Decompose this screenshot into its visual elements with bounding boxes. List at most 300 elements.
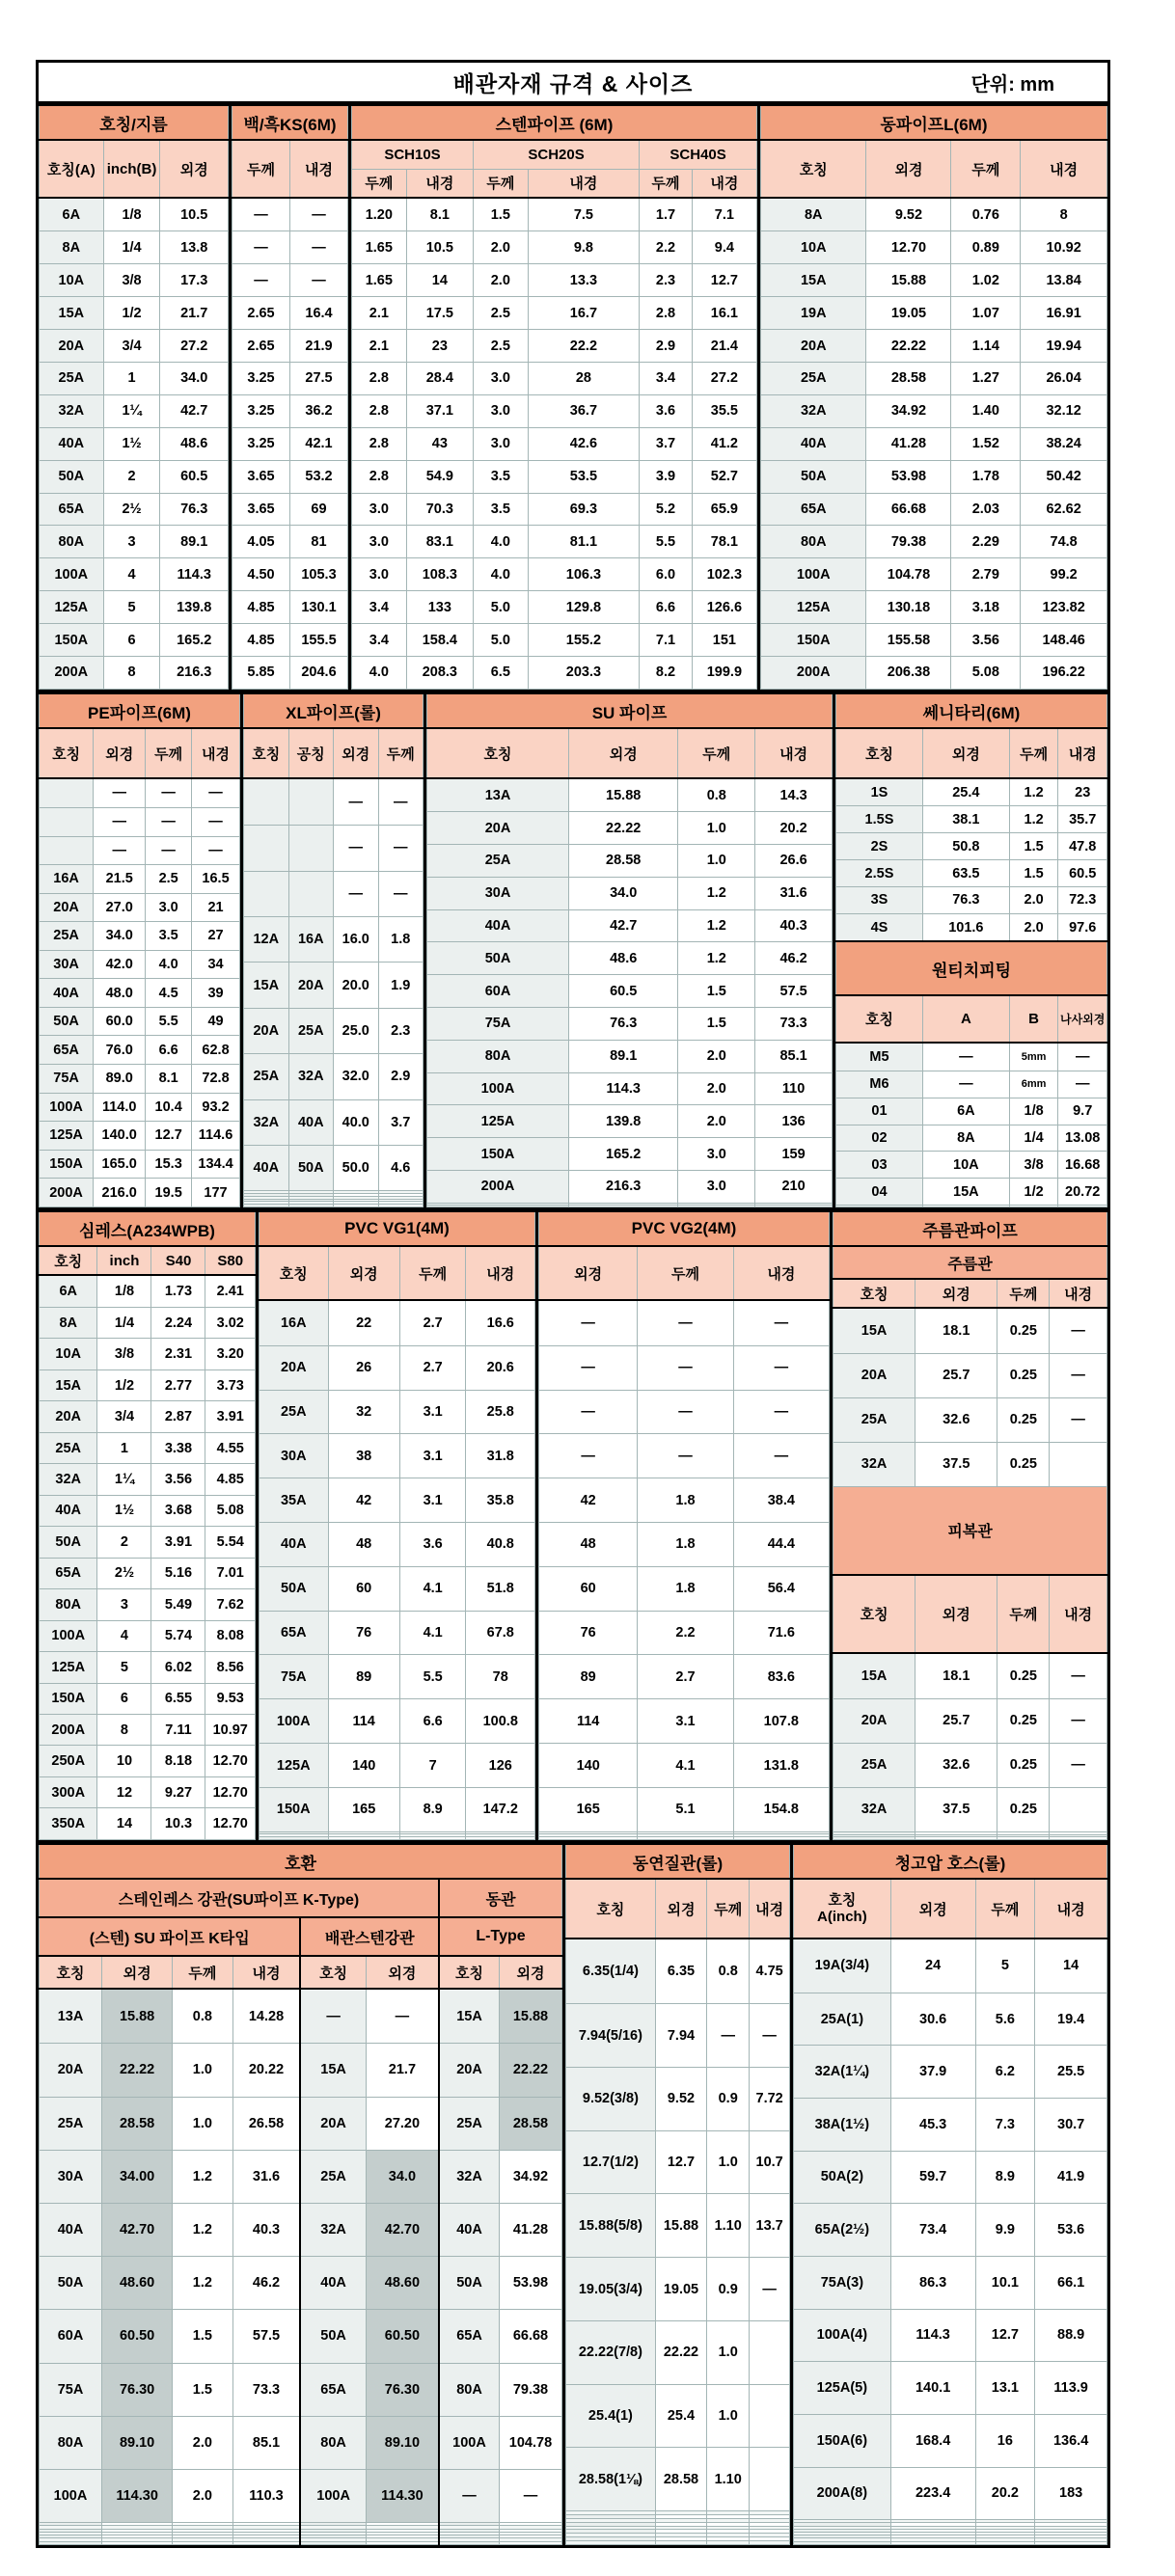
- column-header: 외경: [655, 1879, 706, 1939]
- cell: 13.7: [750, 2194, 790, 2258]
- cell: 80A: [427, 1040, 569, 1072]
- column-header: 내경: [1035, 1879, 1107, 1939]
- cell: 19.05: [655, 2258, 706, 2321]
- cell: 20.6: [466, 1345, 535, 1390]
- cell: 39: [192, 979, 240, 1008]
- table-row: [836, 778, 1107, 806]
- cell: 59.7: [890, 2151, 975, 2204]
- table-row: [40, 231, 229, 264]
- table-row: [260, 1744, 535, 1788]
- cell: 27.0: [94, 893, 146, 922]
- table-row: [40, 2150, 562, 2203]
- table-row: [40, 526, 229, 558]
- cell: 2.1: [352, 330, 407, 363]
- cell: 80A: [300, 2416, 366, 2469]
- cell: 100A: [300, 2469, 366, 2522]
- cell: 50A: [439, 2257, 499, 2310]
- cell: —: [232, 198, 290, 231]
- cell: 1/2: [1009, 1179, 1058, 1206]
- cell: —: [334, 826, 379, 871]
- section-seamless: [39, 1210, 259, 1840]
- cell: 16.91: [1021, 297, 1107, 330]
- cell: 3.18: [951, 591, 1021, 624]
- cell: [288, 778, 334, 826]
- cell: 140.1: [890, 2362, 975, 2415]
- column-header: 외경: [569, 728, 678, 778]
- section-header: 동연질관(롤): [566, 1844, 790, 1879]
- table-row: [833, 1442, 1107, 1486]
- cell: —: [539, 1300, 638, 1345]
- cell: 42.6: [528, 427, 640, 460]
- cell: 2.0: [173, 2416, 232, 2469]
- table-row: [244, 1145, 424, 1190]
- column-header: 두께: [473, 169, 528, 198]
- table-row: [40, 1339, 256, 1369]
- column-header: inch(B): [103, 140, 160, 198]
- cell: 104.78: [866, 558, 951, 591]
- cell: 125A(5): [794, 2362, 891, 2415]
- band-pvc-seamless: [39, 1207, 1107, 1840]
- cell: 25A: [288, 1008, 334, 1053]
- table-row: [232, 264, 348, 297]
- cell: —: [922, 1071, 1009, 1098]
- cell: 81.1: [528, 526, 640, 558]
- cell: 48.60: [102, 2257, 173, 2310]
- table-row: [40, 1307, 256, 1338]
- cell: —: [1050, 1653, 1107, 1698]
- cell: 20A: [300, 2097, 366, 2150]
- table-row: [352, 558, 757, 591]
- cell: 76.3: [569, 1008, 678, 1041]
- cell: 79.38: [499, 2363, 561, 2416]
- cell: 0.25: [997, 1397, 1050, 1442]
- table-row: [539, 1837, 830, 1840]
- cell: 165: [539, 1787, 638, 1831]
- cell: 65A(2½): [794, 2204, 891, 2257]
- cell: 10.92: [1021, 231, 1107, 264]
- cell: 3.56: [151, 1464, 205, 1495]
- cell: 42.7: [160, 394, 229, 427]
- cell: 4.85: [205, 1464, 256, 1495]
- cell: 48: [539, 1522, 638, 1566]
- cell: 1.10: [707, 2194, 750, 2258]
- cell: 25A: [244, 1054, 289, 1099]
- cell: 20A: [40, 330, 104, 363]
- cell: 165.2: [160, 624, 229, 657]
- table-row: [352, 264, 757, 297]
- cell: —: [378, 826, 424, 871]
- cell: 30.7: [1035, 2099, 1107, 2152]
- table-row: [539, 1655, 830, 1699]
- cell: 1.5: [1009, 833, 1058, 860]
- cell: 5mm: [1009, 1043, 1058, 1071]
- table-row: [794, 2204, 1107, 2257]
- cell: [260, 1837, 329, 1840]
- cell: 3.1: [399, 1434, 466, 1478]
- cell: 1.07: [951, 297, 1021, 330]
- cell: 81: [290, 526, 348, 558]
- column-header: 호칭: [40, 1246, 97, 1275]
- cell: 10.5: [406, 231, 473, 264]
- cell: 2.5: [473, 330, 528, 363]
- cell: 4: [103, 558, 160, 591]
- cell: 70.3: [406, 493, 473, 526]
- cell: 7: [399, 1744, 466, 1788]
- table-row: [352, 198, 757, 231]
- table-row: [244, 778, 424, 826]
- table-row: [761, 558, 1107, 591]
- column-header: 외경: [866, 140, 951, 198]
- table-copper-pipe: [760, 104, 1107, 690]
- cell: [244, 778, 289, 826]
- cell: 34.92: [866, 394, 951, 427]
- cell: 7.1: [640, 624, 693, 657]
- column-header: 호칭: [836, 995, 923, 1043]
- cell: 13.1: [975, 2362, 1035, 2415]
- table-row: [761, 460, 1107, 493]
- cell: 2.2: [638, 1611, 733, 1655]
- table-row: [794, 1939, 1107, 1993]
- cell: [232, 2541, 300, 2544]
- table-row: [40, 460, 229, 493]
- cell: 5.5: [146, 1007, 192, 1036]
- cell: [750, 2384, 790, 2448]
- cell: 20A: [40, 2044, 102, 2097]
- cell: 1: [97, 1432, 151, 1463]
- cell: 1.5: [1009, 860, 1058, 887]
- cell: 1/8: [97, 1275, 151, 1307]
- column-header: 두께: [638, 1246, 733, 1300]
- table-row: [40, 1620, 256, 1651]
- cell: 14: [406, 264, 473, 297]
- cell: 7.5: [528, 198, 640, 231]
- cell: 71.6: [733, 1611, 829, 1655]
- cell: 3.4: [352, 624, 407, 657]
- cell: 1.65: [352, 231, 407, 264]
- cell: 25.7: [915, 1353, 997, 1397]
- cell: 3.65: [232, 460, 290, 493]
- cell: 125A: [40, 1122, 94, 1151]
- cell: 73.3: [755, 1008, 833, 1041]
- cell: 25A(1): [794, 1993, 891, 2046]
- cell: 134.4: [192, 1150, 240, 1179]
- cell: 140.0: [94, 1122, 146, 1151]
- cell: 2.0: [473, 231, 528, 264]
- cell: 3.02: [205, 1307, 256, 1338]
- cell: 21.5: [94, 865, 146, 894]
- cell: 2.2: [640, 231, 693, 264]
- table-row: [260, 1434, 535, 1478]
- cell: 34.0: [366, 2150, 439, 2203]
- cell: 1.2: [1009, 778, 1058, 806]
- cell: 23: [406, 330, 473, 363]
- table-row: [539, 1478, 830, 1523]
- cell: 02: [836, 1125, 923, 1152]
- cell: 104.78: [499, 2416, 561, 2469]
- cell: 3.7: [378, 1099, 424, 1145]
- cell: 8: [1021, 198, 1107, 231]
- cell: 15A: [922, 1179, 1009, 1206]
- cell: [750, 2320, 790, 2384]
- cell: 16A: [260, 1300, 329, 1345]
- cell: 3.0: [352, 493, 407, 526]
- table-row: [836, 1179, 1107, 1206]
- cell: 114: [328, 1699, 399, 1744]
- cell: 204.6: [290, 656, 348, 689]
- cell: 155.5: [290, 624, 348, 657]
- cell: 3.1: [399, 1390, 466, 1434]
- cell: 85.1: [232, 2416, 300, 2469]
- cell: 32A: [40, 394, 104, 427]
- table-row: [232, 624, 348, 657]
- column-header: 외경: [366, 1956, 439, 1989]
- cell: 41.2: [692, 427, 756, 460]
- cell: 42.7: [569, 909, 678, 942]
- cell: 53.5: [528, 460, 640, 493]
- table-row: [40, 1715, 256, 1746]
- cell: —: [638, 1300, 733, 1345]
- table-row: [40, 2469, 562, 2522]
- cell: 3.91: [205, 1401, 256, 1432]
- table-row: [427, 1205, 833, 1207]
- cell: 25.7: [915, 1699, 997, 1744]
- cell: —: [733, 1345, 829, 1390]
- cell: 165: [328, 1787, 399, 1831]
- cell: 206.38: [866, 656, 951, 689]
- cell: 1.2: [173, 2203, 232, 2256]
- table-row: [260, 1300, 535, 1345]
- cell: 3.68: [151, 1495, 205, 1526]
- cell: 8.56: [205, 1652, 256, 1683]
- cell: 04: [836, 1179, 923, 1206]
- table-row: [833, 1743, 1107, 1787]
- cell: 2.5: [146, 865, 192, 894]
- cell: 3.6: [640, 394, 693, 427]
- table-row: [833, 1699, 1107, 1744]
- cell: 80A: [40, 1589, 97, 1620]
- cell: 6A: [40, 1275, 97, 1307]
- table-seamless: [39, 1210, 256, 1840]
- table-row: [761, 394, 1107, 427]
- cell: 37.9: [890, 2046, 975, 2099]
- section-pvc-vg1: [259, 1210, 538, 1840]
- cell: 50A: [260, 1566, 329, 1611]
- column-header: 내경: [1021, 140, 1107, 198]
- cell: 60.5: [160, 460, 229, 493]
- cell: 1/4: [103, 231, 160, 264]
- table-row: [40, 1746, 256, 1776]
- cell: 65A: [300, 2363, 366, 2416]
- cell: 17.3: [160, 264, 229, 297]
- table-row: [761, 624, 1107, 657]
- cell: 210: [755, 1171, 833, 1204]
- cell: 0.9: [707, 2258, 750, 2321]
- table-row: [836, 1071, 1107, 1098]
- cell: 177: [192, 1179, 240, 1207]
- subsection-header: 스테인레스 강관(SU파이프 K-Type): [40, 1879, 440, 1917]
- column-header: 외경: [328, 1246, 399, 1300]
- cell: 75A: [40, 1065, 94, 1094]
- cell: 20A: [833, 1699, 915, 1744]
- cell: 3.1: [399, 1478, 466, 1523]
- cell: 3.5: [473, 493, 528, 526]
- cell: 2.8: [352, 394, 407, 427]
- cell: 13.84: [1021, 264, 1107, 297]
- cell: 2.0: [1009, 913, 1058, 941]
- section-soft-copper: [565, 1843, 793, 2545]
- cell: 100A: [40, 2469, 102, 2522]
- cell: 76.30: [102, 2363, 173, 2416]
- cell: 20A: [288, 963, 334, 1008]
- column-header: 호칭: [300, 1956, 366, 1989]
- cell: 4.85: [232, 591, 290, 624]
- cell: 14: [1035, 1939, 1107, 1993]
- section-high-pressure-hose: [793, 1843, 1107, 2545]
- cell: 1.8: [638, 1522, 733, 1566]
- table-row: [260, 1478, 535, 1523]
- cell: 13A: [427, 778, 569, 812]
- column-header: A: [922, 995, 1009, 1043]
- table-row: [232, 656, 348, 689]
- cell: 32A: [244, 1099, 289, 1145]
- table-row: [836, 1043, 1107, 1071]
- cell: 40.3: [755, 909, 833, 942]
- cell: 2.0: [678, 1040, 755, 1072]
- cell: 1.02: [951, 264, 1021, 297]
- table-row: [794, 2309, 1107, 2362]
- cell: 60: [328, 1566, 399, 1611]
- table-row: [794, 2414, 1107, 2467]
- cell: 76.30: [366, 2363, 439, 2416]
- cell: 6.6: [399, 1699, 466, 1744]
- section-header: 호칭/지름: [40, 105, 229, 140]
- cell: 3.20: [205, 1339, 256, 1369]
- section-header: 주름관파이프: [833, 1211, 1107, 1246]
- cell: [439, 2541, 499, 2544]
- cell: —: [539, 1434, 638, 1478]
- cell: —: [733, 1300, 829, 1345]
- cell: 5.1: [638, 1787, 733, 1831]
- cell: 100A: [40, 558, 104, 591]
- cell: 114.3: [569, 1072, 678, 1105]
- cell: 42.70: [366, 2203, 439, 2256]
- section-header: XL파이프(롤): [244, 693, 424, 728]
- cell: 165.2: [569, 1138, 678, 1171]
- cell: 22.22: [866, 330, 951, 363]
- cell: 48.0: [94, 979, 146, 1008]
- cell: 62.62: [1021, 493, 1107, 526]
- cell: 20.22: [232, 2044, 300, 2097]
- cell: 7.1: [692, 198, 756, 231]
- column-header: 내경: [232, 1956, 300, 1989]
- cell: 30A: [40, 950, 94, 979]
- cell: 25A: [761, 362, 866, 394]
- cell: 4.1: [638, 1744, 733, 1788]
- cell: 8.9: [399, 1787, 466, 1831]
- cell: 47.8: [1058, 833, 1107, 860]
- cell: [378, 1205, 424, 1207]
- cell: 41.9: [1035, 2151, 1107, 2204]
- cell: —: [366, 1989, 439, 2044]
- table-row: [352, 427, 757, 460]
- cell: 100.8: [466, 1699, 535, 1744]
- cell: 30A: [427, 877, 569, 909]
- cell: 25.4(1): [566, 2384, 656, 2448]
- cell: 16.6: [466, 1300, 535, 1345]
- cell: 19A: [761, 297, 866, 330]
- table-row: [539, 1300, 830, 1345]
- cell: 3.0: [352, 526, 407, 558]
- column-header: 호칭: [244, 728, 289, 778]
- table-row: [427, 845, 833, 878]
- cell: 45.3: [890, 2099, 975, 2152]
- cell: 42.70: [102, 2203, 173, 2256]
- cell: 34.00: [102, 2150, 173, 2203]
- cell: 3.4: [640, 362, 693, 394]
- cell: 10.97: [205, 1715, 256, 1746]
- cell: 2.3: [640, 264, 693, 297]
- cell: 32A: [288, 1054, 334, 1099]
- column-header: 외경: [94, 728, 146, 778]
- cell: 42.0: [94, 950, 146, 979]
- cell: 0.25: [997, 1308, 1050, 1353]
- cell: —: [192, 807, 240, 836]
- cell: 216.0: [94, 1179, 146, 1207]
- section-header: SU 파이프: [427, 693, 833, 728]
- cell: 83.1: [406, 526, 473, 558]
- cell: 10A: [922, 1152, 1009, 1179]
- cell: 199.9: [692, 656, 756, 689]
- table-row: [244, 963, 424, 1008]
- cell: 50A: [288, 1145, 334, 1190]
- table-row: [761, 231, 1107, 264]
- cell: 80A: [761, 526, 866, 558]
- section-header: 호환: [40, 1844, 562, 1879]
- table-row: [40, 1589, 256, 1620]
- cell: 89.0: [94, 1065, 146, 1094]
- table-pe-pipe: [39, 692, 240, 1207]
- band-steel-pipes: [39, 101, 1107, 690]
- table-row: [833, 1353, 1107, 1397]
- cell: 130.1: [290, 591, 348, 624]
- table-row: [794, 2151, 1107, 2204]
- cell: [288, 871, 334, 916]
- cell: 2.8: [640, 297, 693, 330]
- cell: 38.1: [922, 806, 1009, 833]
- section-header: 스텐파이프 (6M): [352, 105, 757, 140]
- table-row: [833, 1787, 1107, 1831]
- table-row: [794, 2362, 1107, 2415]
- cell: 40A: [40, 979, 94, 1008]
- cell: 2.5: [473, 297, 528, 330]
- cell: 0.76: [951, 198, 1021, 231]
- cell: 114.3: [890, 2309, 975, 2362]
- cell: 130.18: [866, 591, 951, 624]
- cell: 100A: [427, 1072, 569, 1105]
- cell: 20A: [833, 1353, 915, 1397]
- cell: 80A: [40, 2416, 102, 2469]
- cell: 4.50: [232, 558, 290, 591]
- cell: 2½: [103, 493, 160, 526]
- table-row: [427, 1138, 833, 1171]
- cell: 2.0: [173, 2469, 232, 2522]
- cell: 2: [103, 460, 160, 493]
- table-row: [566, 2194, 790, 2258]
- cell: 4.0: [473, 558, 528, 591]
- column-header: 나사외경: [1058, 995, 1107, 1043]
- table-row: [566, 2448, 790, 2511]
- cell: 10A: [40, 1339, 97, 1369]
